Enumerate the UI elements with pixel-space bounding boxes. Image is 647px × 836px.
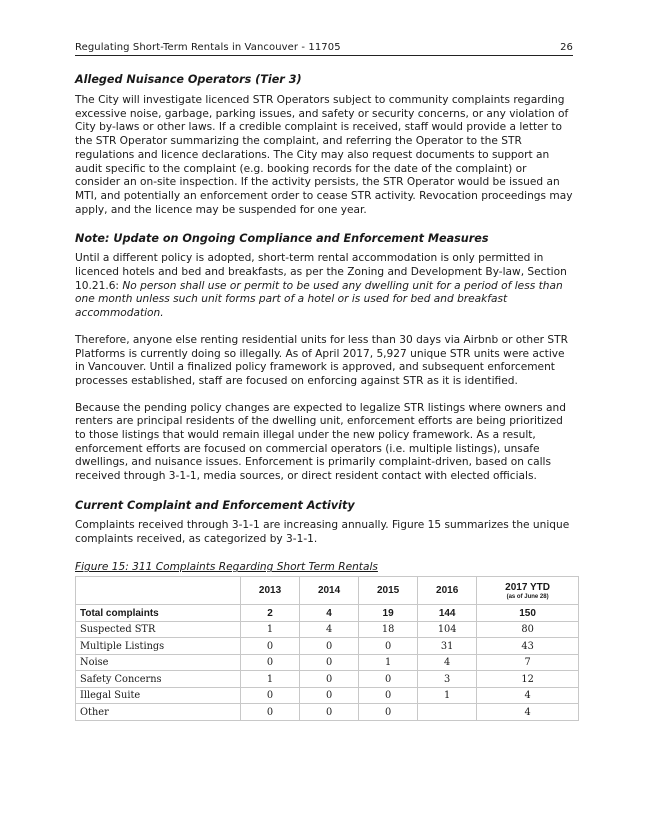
table-cell: 4 xyxy=(477,687,579,704)
column-header-note: (as of June 28) xyxy=(506,593,549,600)
table-cell: 144 xyxy=(418,605,477,622)
table-cell: 0 xyxy=(241,704,300,721)
figure-caption: Figure 15: 311 Complaints Regarding Short Term Rentals xyxy=(75,561,378,574)
table-cell: 7 xyxy=(477,654,579,671)
table-cell: 0 xyxy=(300,654,359,671)
table-cell: 0 xyxy=(300,704,359,721)
section-current-activity xyxy=(75,499,573,546)
page-number: 26 xyxy=(560,42,573,53)
row-label: Suspected STR xyxy=(76,621,241,638)
table-cell: 1 xyxy=(241,621,300,638)
table-header-row xyxy=(76,577,579,605)
table-cell: 0 xyxy=(359,638,418,655)
complaints-table xyxy=(75,576,579,721)
paragraph: Complaints received through 3-1-1 are increasing annually. Figure 15 summarizes the unique complaints received, as categorized by 3-1-1. xyxy=(75,518,570,545)
table-row xyxy=(76,621,579,638)
table-cell xyxy=(418,704,477,721)
column-header: 2016 xyxy=(418,577,477,605)
section-compliance-note xyxy=(75,232,573,484)
table-cell: 19 xyxy=(359,605,418,622)
table-cell: 43 xyxy=(477,638,579,655)
table-cell: 0 xyxy=(359,671,418,688)
row-label: Noise xyxy=(76,654,241,671)
table-row xyxy=(76,605,579,622)
table-cell: 0 xyxy=(241,687,300,704)
table-cell: 4 xyxy=(418,654,477,671)
paragraph-text: Until a different policy is adopted, short-term rental accommodation is only permitted in licenced hotels and bed and breakfasts, as per the Zoning and Development By-law, Section 10.21.6: xyxy=(75,252,567,292)
table-cell: 150 xyxy=(477,605,579,622)
table-cell: 0 xyxy=(300,638,359,655)
column-header xyxy=(76,577,241,605)
row-label: Safety Concerns xyxy=(76,671,241,688)
page-content xyxy=(75,73,573,721)
table-cell: 3 xyxy=(418,671,477,688)
table-cell: 12 xyxy=(477,671,579,688)
table-row xyxy=(76,654,579,671)
bylaw-quote: No person shall use or permit to be used any dwelling unit for a period of less than one month unless such unit forms part of a hotel or is used for bed and breakfast accommodation. xyxy=(75,279,563,320)
row-label: Illegal Suite xyxy=(76,687,241,704)
table-cell: 0 xyxy=(359,704,418,721)
paragraph: Therefore, anyone else renting residential units for less than 30 days via Airbnb or other STR Platforms is currently doing so illegally. As of April 2017, 5,927 unique STR units were active in Vancouver. Until a finalized policy framework is approved, and subsequent enforcement processes established, staff are focused on enforcing against STR as it is identified. xyxy=(75,333,568,387)
column-header: 2013 xyxy=(241,577,300,605)
table-cell: 4 xyxy=(300,621,359,638)
table-cell: 80 xyxy=(477,621,579,638)
table-row xyxy=(76,671,579,688)
table-cell: 0 xyxy=(241,638,300,655)
table-cell: 31 xyxy=(418,638,477,655)
column-header: 2014 xyxy=(300,577,359,605)
table-cell: 2 xyxy=(241,605,300,622)
section-heading: Note: Update on Ongoing Compliance and Enforcement Measures xyxy=(75,232,489,246)
paragraph: The City will investigate licenced STR Operators subject to community complaints regarding excessive noise, garbage, parking issues, and safety or security concerns, or any violation of City by-laws or other laws. If a credible complaint is received, staff would provide a letter to the STR Operator summarizing the complaint, and referring the Operator to the STR regulations and licence declarations. The City may also request documents to support an audit specific to the complaint (e.g. booking records for the date of the complaint) or consider an on-site inspection. If the activity persists, the STR Operator would be issued an MTI, and potentially an enforcement order to cease STR activity. Revocation proceedings may apply, and the licence may be suspended for one year. xyxy=(75,94,573,216)
table-cell: 0 xyxy=(241,654,300,671)
table-row xyxy=(76,638,579,655)
section-heading: Current Complaint and Enforcement Activity xyxy=(75,498,355,512)
section-nuisance-operators xyxy=(75,73,573,217)
row-label: Multiple Listings xyxy=(76,638,241,655)
running-header xyxy=(75,42,573,56)
table-row xyxy=(76,687,579,704)
paragraph xyxy=(75,252,573,321)
header-title: Regulating Short-Term Rentals in Vancouver - 11705 xyxy=(75,42,341,53)
table-cell: 104 xyxy=(418,621,477,638)
table-cell: 1 xyxy=(418,687,477,704)
row-label: Total complaints xyxy=(76,605,241,622)
table-cell: 18 xyxy=(359,621,418,638)
table-cell: 1 xyxy=(241,671,300,688)
table-cell: 0 xyxy=(300,687,359,704)
table-cell: 4 xyxy=(477,704,579,721)
table-cell: 0 xyxy=(300,671,359,688)
column-header-label: 2017 YTD xyxy=(505,581,551,593)
column-header: 2015 xyxy=(359,577,418,605)
row-label: Other xyxy=(76,704,241,721)
table-cell: 4 xyxy=(300,605,359,622)
table-cell: 1 xyxy=(359,654,418,671)
table-row xyxy=(76,704,579,721)
section-heading: Alleged Nuisance Operators (Tier 3) xyxy=(75,73,302,86)
table-cell: 0 xyxy=(359,687,418,704)
paragraph: Because the pending policy changes are expected to legalize STR listings where owners and renters are principal residents of the dwelling unit, enforcement efforts are being prioritized to those listings that would remain illegal under the new policy framework. As a result, enforcement efforts are focused on commercial operators (i.e. multiple listings), unsafe dwellings, and nuisance issues. Enforcement is primarily complaint-driven, based on calls received through 3-1-1, media sources, or direct resident contact with elected officials. xyxy=(75,401,566,483)
column-header xyxy=(477,577,579,605)
